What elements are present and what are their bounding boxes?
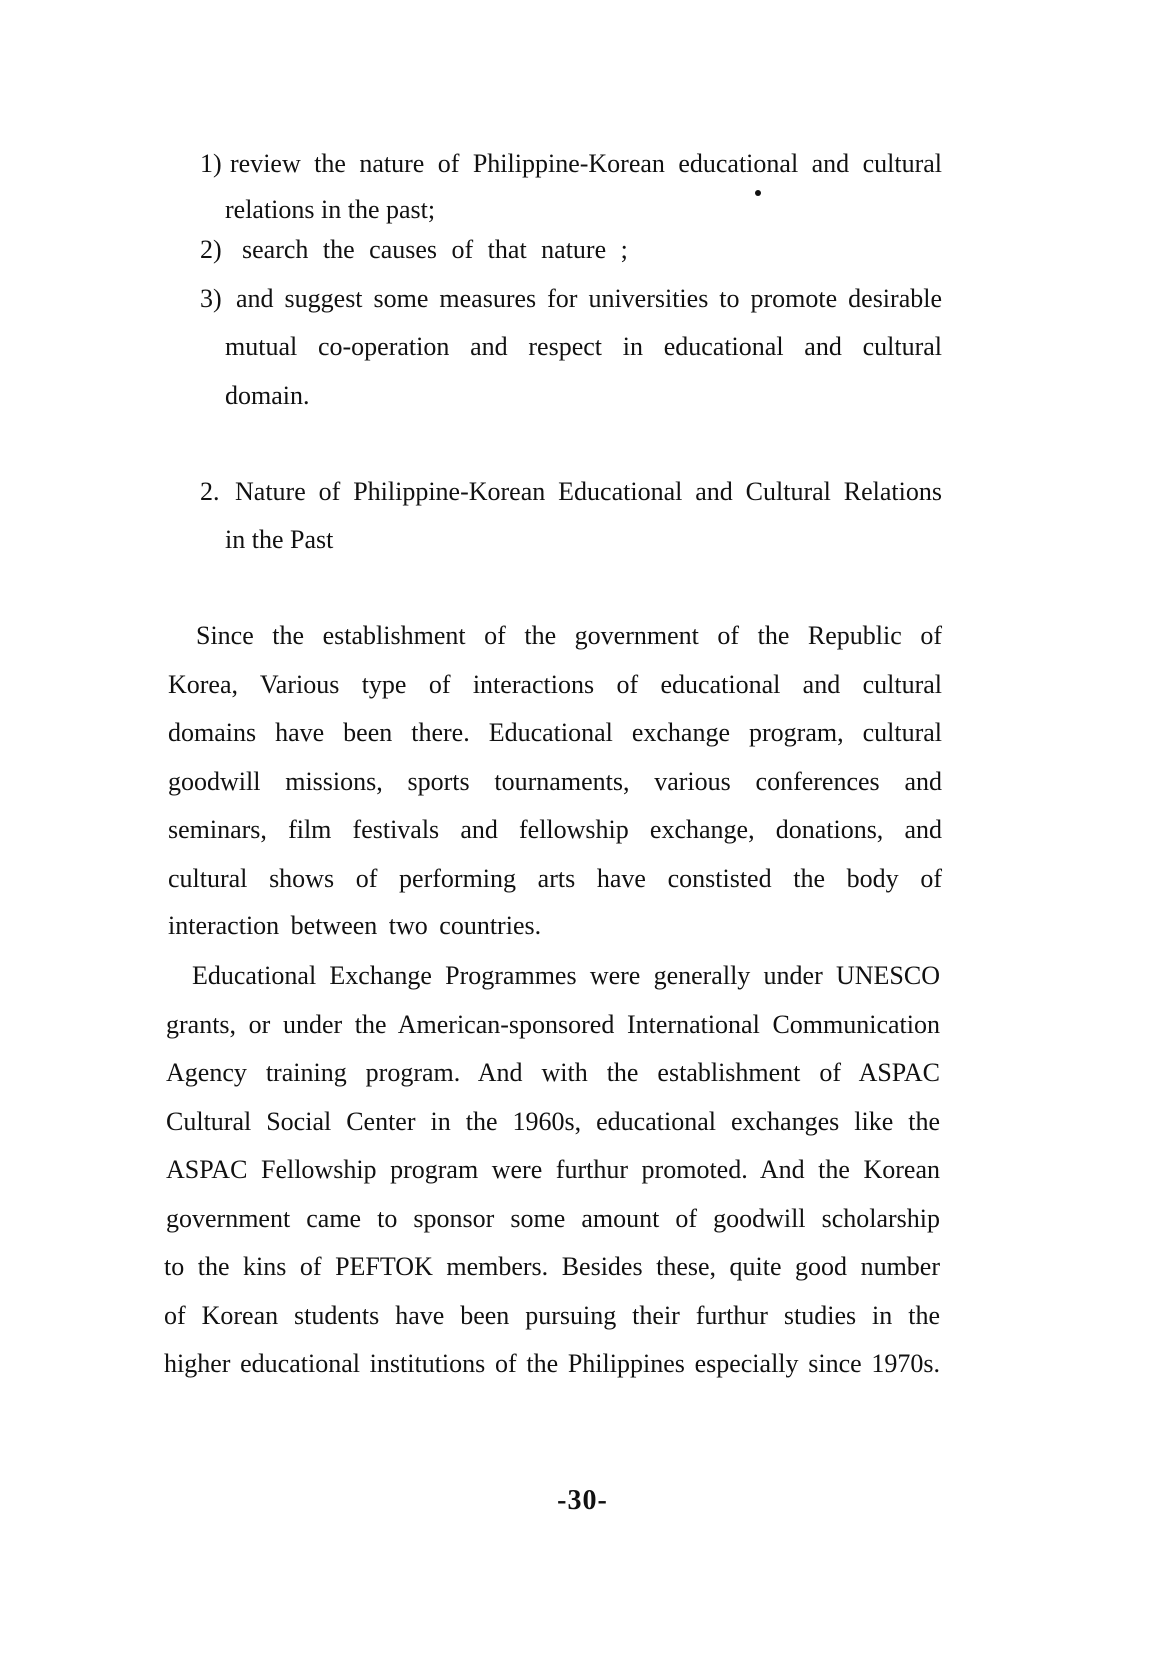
- list-item-1: [200, 148, 945, 228]
- paragraph-2-line-5: ASPAC Fellowship program were furthur promoted. And the Korean: [166, 1155, 940, 1184]
- paragraph-1-line-5: seminars, film festivals and fellowship exchange, donations, and: [168, 815, 942, 844]
- paragraph-2-line-6: government came to sponsor some amount of goodwill scholarship: [166, 1204, 940, 1233]
- paragraph-2-line-4: Cultural Social Center in the 1960s, educational exchanges like the: [166, 1107, 940, 1136]
- section-number: 2.: [200, 477, 220, 506]
- section-heading-line-2: in the Past: [225, 525, 334, 554]
- paragraph-1-line-4: goodwill missions, sports tournaments, various conferences and: [168, 767, 942, 796]
- section-heading-line-1: Nature of Philippine-Korean Educational and Cultural Relations: [235, 477, 942, 506]
- list-item-1-line-1: review the nature of Philippine-Korean educational and cultural: [230, 149, 942, 178]
- list-item-3-line-3: domain.: [225, 381, 310, 410]
- list-item-1-line-2: relations in the past;: [225, 195, 436, 224]
- list-item-3-line-1: and suggest some measures for universities to promote desirable: [236, 284, 942, 313]
- paragraph-1-line-6: cultural shows of performing arts have constisted the body of: [168, 864, 942, 893]
- paragraph-2-line-1: Educational Exchange Programmes were generally under UNESCO: [192, 961, 940, 990]
- section-heading: [200, 476, 945, 560]
- list-item-3: [200, 283, 945, 413]
- paragraph-1-line-3: domains have been there. Educational exchange program, cultural: [168, 718, 942, 747]
- list-number-2: 2): [200, 235, 222, 264]
- list-number-3: 3): [200, 284, 222, 313]
- paragraph-2-line-2: grants, or under the American-sponsored International Communication: [166, 1010, 940, 1039]
- page-number: -30-: [557, 1485, 608, 1516]
- paragraph-2-line-7: to the kins of PEFTOK members. Besides these, quite good number: [164, 1252, 940, 1281]
- paragraph-1-line-2: Korea, Various type of interactions of educational and cultural: [168, 670, 942, 699]
- paragraph-2-line-9: higher educational institutions of the Philippines especially since 1970s.: [164, 1349, 940, 1378]
- list-item-2-line-1: search the causes of that nature ;: [242, 235, 628, 264]
- list-number-1: 1): [200, 149, 222, 178]
- paragraph-2-line-3: Agency training program. And with the establishment of ASPAC: [166, 1058, 940, 1087]
- paragraph-2-line-8: of Korean students have been pursuing their furthur studies in the: [164, 1301, 940, 1330]
- ink-dot-mark: [755, 190, 761, 196]
- paragraph-1-line-1: Since the establishment of the government of the Republic of: [196, 621, 942, 650]
- list-item-2: [200, 234, 945, 268]
- list-item-3-line-2: mutual co-operation and respect in educational and cultural: [225, 332, 942, 361]
- paragraph-1-line-7: interaction between two countries.: [168, 911, 542, 940]
